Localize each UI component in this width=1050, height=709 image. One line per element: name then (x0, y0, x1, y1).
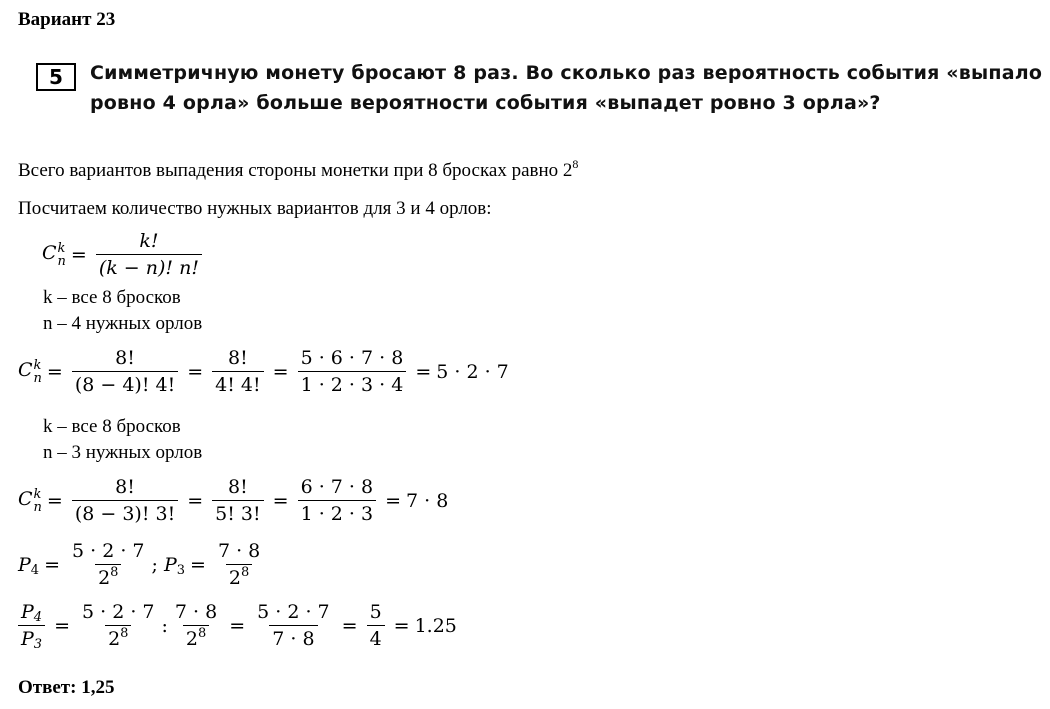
ratio-result: 1.25 (414, 614, 457, 637)
task-text-line-2: ровно 4 орла» больше вероятности события «выпадет ровно 3 орла»? (90, 92, 881, 114)
variant-title: Вариант 23 (18, 9, 116, 30)
legend-n-2: n – 3 нужных орлов (43, 442, 203, 463)
ratio-p-fraction: $\frac{P4}{P3}$ (18, 601, 45, 650)
intro-paragraph (18, 157, 579, 182)
intro-text: Всего вариантов выпадения стороны монетки при 8 бросках равно 2 (18, 160, 573, 181)
ratio-fraction-d: $\frac{5}{4}$ (367, 601, 385, 650)
ratio-fraction-c: $\frac{5 \cdot 2 \cdot 7}{7 \cdot 8}$ (257, 601, 330, 650)
calc-four-heads: C k n = $\frac{8!}{(8 - 4)! 4!}$ = $\frac{8!}{4! 4!}$ = $\frac{5 \cdot 6 \cdot 7 \cdot 8}{1 \cdot 2 \cdot 3 \cdot 4}$ = 5 · 2 · 7 (18, 347, 509, 396)
calc3-fraction-2: $\frac{8!}{5! 3!}$ (212, 476, 264, 525)
task-number-box: 5 (36, 63, 76, 91)
p3-fraction: $\frac{7 \cdot 8}{2^8}$ (217, 540, 261, 589)
calc4-fraction-1: $\frac{8!}{(8 - 4)! 4!}$ (72, 347, 178, 396)
ratio-fraction-b: $\frac{7 \cdot 8}{2^8}$ (174, 601, 218, 650)
legend-k-1: k – все 8 бросков (43, 287, 181, 308)
calc4-result: 5 · 2 · 7 (436, 360, 509, 383)
probability-ratio: $\frac{P4}{P3}$ = $\frac{5 \cdot 2 \cdot 7}{2^8}$ : $\frac{7 \cdot 8}{2^8}$ = $\frac{5 \cdot 2 \cdot 7}{7 \cdot 8}$ = $\frac{5}{4}$ = 1.25 (14, 601, 457, 650)
calc3-result: 7 · 8 (406, 489, 449, 512)
intro-exponent: 8 (572, 157, 579, 171)
count-paragraph: Посчитаем количество нужных вариантов для 3 и 4 орлов: (18, 198, 492, 219)
formula-fraction: $\frac{k!}{(k - n)! n!}$ (96, 230, 202, 279)
final-answer: Ответ: 1,25 (18, 677, 115, 698)
ratio-fraction-a: $\frac{5 \cdot 2 \cdot 7}{2^8}$ (82, 601, 155, 650)
calc4-fraction-3: $\frac{5 \cdot 6 \cdot 7 \cdot 8}{1 \cdot 2 \cdot 3 \cdot 4}$ (298, 347, 407, 396)
calc4-fraction-2: $\frac{8!}{4! 4!}$ (212, 347, 264, 396)
task-text-line-1: Симметричную монету бросают 8 раз. Во сколько раз вероятность события «выпало (90, 62, 1043, 84)
legend-k-2: k – все 8 бросков (43, 416, 181, 437)
calc3-fraction-1: $\frac{8!}{(8 - 3)! 3!}$ (72, 476, 178, 525)
combination-formula: C k n = $\frac{k!}{(k - n)! n!}$ (42, 230, 206, 279)
combination-symbol: C k n (42, 240, 66, 269)
probabilities: P 4 = $\frac{5 \cdot 2 \cdot 7}{2^8}$ ; P 3 = $\frac{7 \cdot 8}{2^8}$ (18, 540, 267, 589)
calc-three-heads: C k n = $\frac{8!}{(8 - 3)! 3!}$ = $\frac{8!}{5! 3!}$ = $\frac{6 \cdot 7 \cdot 8}{1 \cdot 2 \cdot 3}$ = 7 · 8 (18, 476, 449, 525)
p4-fraction: $\frac{5 \cdot 2 \cdot 7}{2^8}$ (72, 540, 145, 589)
legend-n-1: n – 4 нужных орлов (43, 313, 203, 334)
calc3-fraction-3: $\frac{6 \cdot 7 \cdot 8}{1 \cdot 2 \cdot 3}$ (298, 476, 377, 525)
